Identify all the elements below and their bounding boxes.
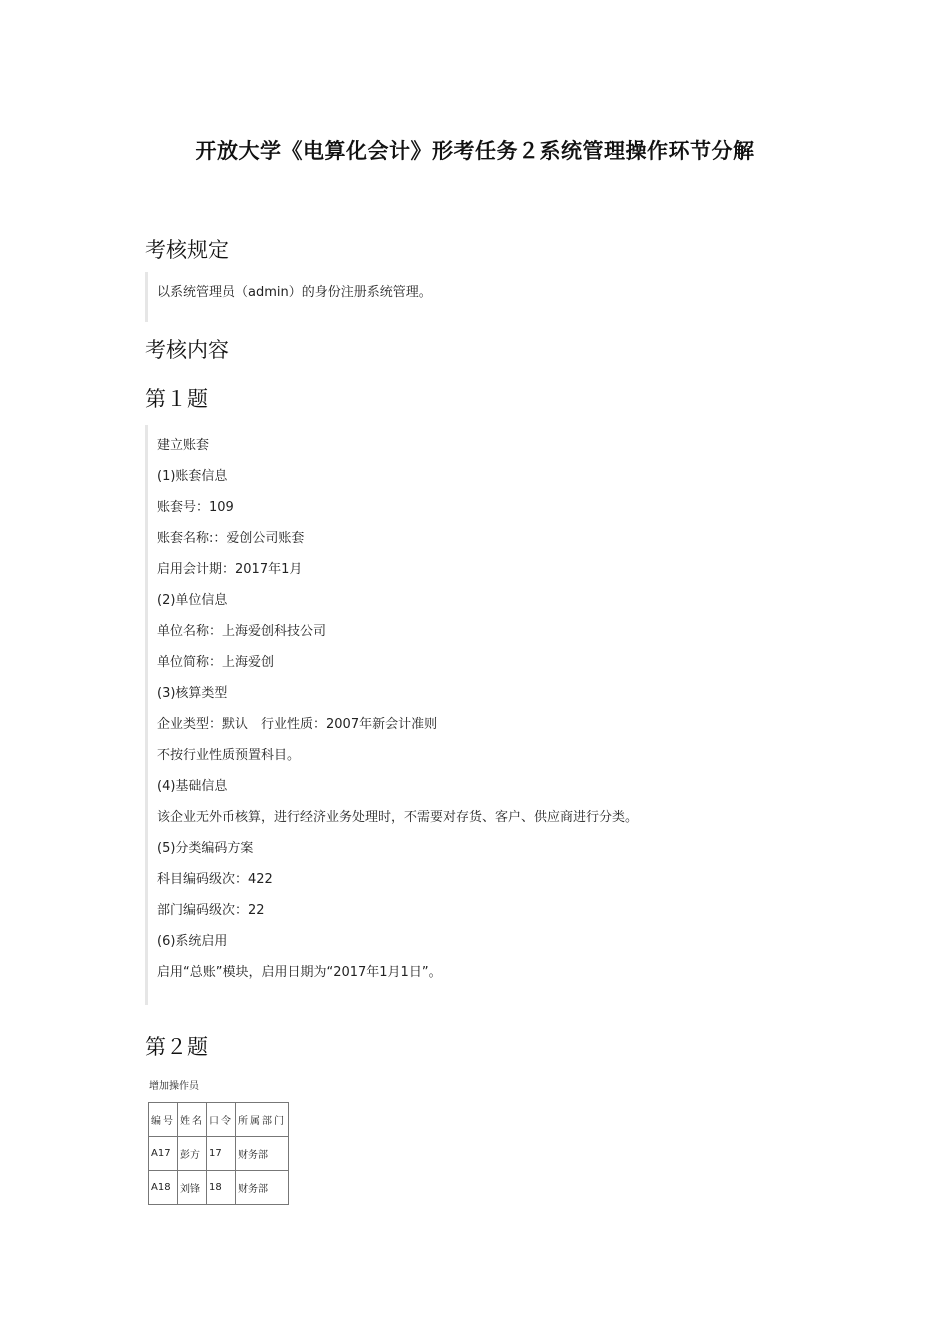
table-cell: 财务部 [236,1137,289,1171]
question2-caption: 增加操作员 [149,1081,199,1092]
q1-line: 部门编码级次：22 [157,903,265,918]
q1-line: 单位简称：上海爱创 [157,655,275,670]
q1-line: (1)账套信息 [157,469,228,484]
table-row [149,1137,289,1171]
table-cell: 18 [207,1171,236,1205]
table-header-row [149,1103,289,1137]
table-cell: A18 [149,1171,178,1205]
table-cell: 17 [207,1137,236,1171]
q1-line: (2)单位信息 [157,593,228,608]
q1-line: 账套号：109 [157,500,234,515]
q1-line: 启用会计期：2017年1月 [157,562,303,577]
table-cell: 财务部 [236,1171,289,1205]
rules-text: 以系统管理员（admin）的身份注册系统管理。 [157,285,432,300]
question2-heading: 第２题 [145,1035,208,1059]
rules-heading: 考核规定 [145,238,229,262]
q1-line: (6)系统启用 [157,934,228,949]
content-heading: 考核内容 [145,338,229,362]
q1-line: 启用“总账”模块，启用日期为“2017年1月1日”。 [157,965,442,980]
table-header-cell: 编号 [149,1103,178,1137]
table-row [149,1171,289,1205]
table-cell: 刘锋 [178,1171,207,1205]
q1-line: 企业类型：默认 行业性质：2007年新会计准则 [157,717,438,732]
table-header-cell: 口令 [207,1103,236,1137]
q1-line: (5)分类编码方案 [157,841,254,856]
table-header-cell: 所属部门 [236,1103,289,1137]
q1-line: 建立账套 [157,438,210,453]
table-cell: 彭方 [178,1137,207,1171]
question1-quote-block [145,425,688,1005]
q1-line: 科目编码级次：422 [157,872,273,887]
q1-line: (4)基础信息 [157,779,228,794]
operator-table [148,1102,289,1205]
rules-quote-block [145,272,668,322]
table-header-cell: 姓名 [178,1103,207,1137]
question1-heading: 第１题 [145,387,208,411]
q1-line: 该企业无外币核算，进行经济业务处理时，不需要对存货、客户、供应商进行分类。 [157,810,639,825]
q1-line: 不按行业性质预置科目。 [157,748,301,763]
document-title: 开放大学《电算化会计》形考任务２系统管理操作环节分解 [195,138,755,163]
q1-line: 单位名称：上海爱创科技公司 [157,624,327,639]
q1-line: (3)核算类型 [157,686,228,701]
table-cell: A17 [149,1137,178,1171]
q1-line: 账套名称:：爱创公司账套 [157,531,305,546]
